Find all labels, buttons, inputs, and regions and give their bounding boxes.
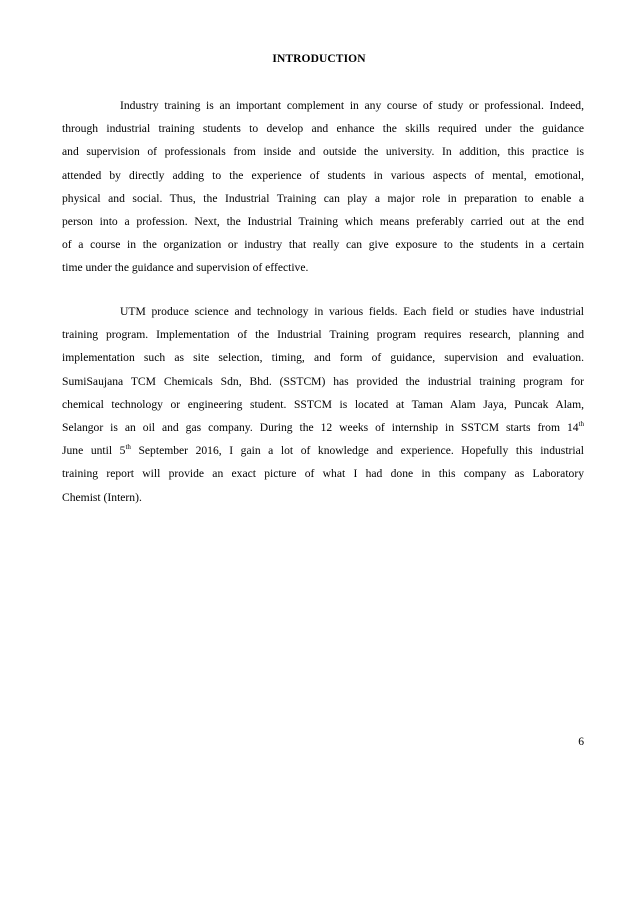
paragraph-line: of a course in the organization or industry that really can give exposure to the students in a certain [62,238,584,252]
paragraph-line: attended by directly adding to the experience of students in various aspects of mental, emotional, [62,168,584,182]
paragraph-line: time under the guidance and supervision of effective. [62,261,309,275]
paragraph-line: training report will provide an exact picture of what I had done in this company as Laboratory [62,467,584,481]
paragraph-line-with-date [62,439,584,462]
paragraph-line: Chemist (Intern). [62,490,142,504]
paragraph-line: chemical technology or engineering student. SSTCM is located at Taman Alam Jaya, Puncak Alam, [62,397,584,411]
paragraph-utm-training [62,300,584,509]
ordinal-suffix: th [578,420,584,429]
paragraph-introduction [62,94,584,280]
paragraph-line: physical and social. Thus, the Industrial Training can play a major role in preparation to enable a [62,191,584,205]
paragraph-line: implementation such as site selection, timing, and form of guidance, supervision and evaluation. [62,351,584,365]
line-text: September 2016, I gain a lot of knowledge and experience. Hopefully this industrial [130,444,584,458]
paragraph-line: training program. Implementation of the Industrial Training program requires research, planning and [62,328,584,342]
page-title: INTRODUCTION [272,53,366,65]
paragraph-line: Industry training is an important complement in any course of study or professional. Indeed, [120,99,584,112]
ordinal-suffix: th [125,443,131,452]
paragraph-line-with-date [62,416,584,439]
line-text: June until 5 [62,444,126,458]
page-number: 6 [578,735,584,748]
paragraph-line: through industrial training students to develop and enhance the skills required under the guidance [62,122,584,136]
paragraph-line: person into a profession. Next, the Industrial Training which means preferably carried out at the end [62,215,584,229]
paragraph-line: UTM produce science and technology in various fields. Each field or studies have industrial [120,305,584,318]
line-text: Selangor is an oil and gas company. During the 12 weeks of internship in SSTCM starts from 14 [62,421,579,435]
paragraph-line: and supervision of professionals from inside and outside the university. In addition, this practice is [62,145,584,159]
paragraph-line: SumiSaujana TCM Chemicals Sdn, Bhd. (SSTCM) has provided the industrial training program for [62,374,584,388]
